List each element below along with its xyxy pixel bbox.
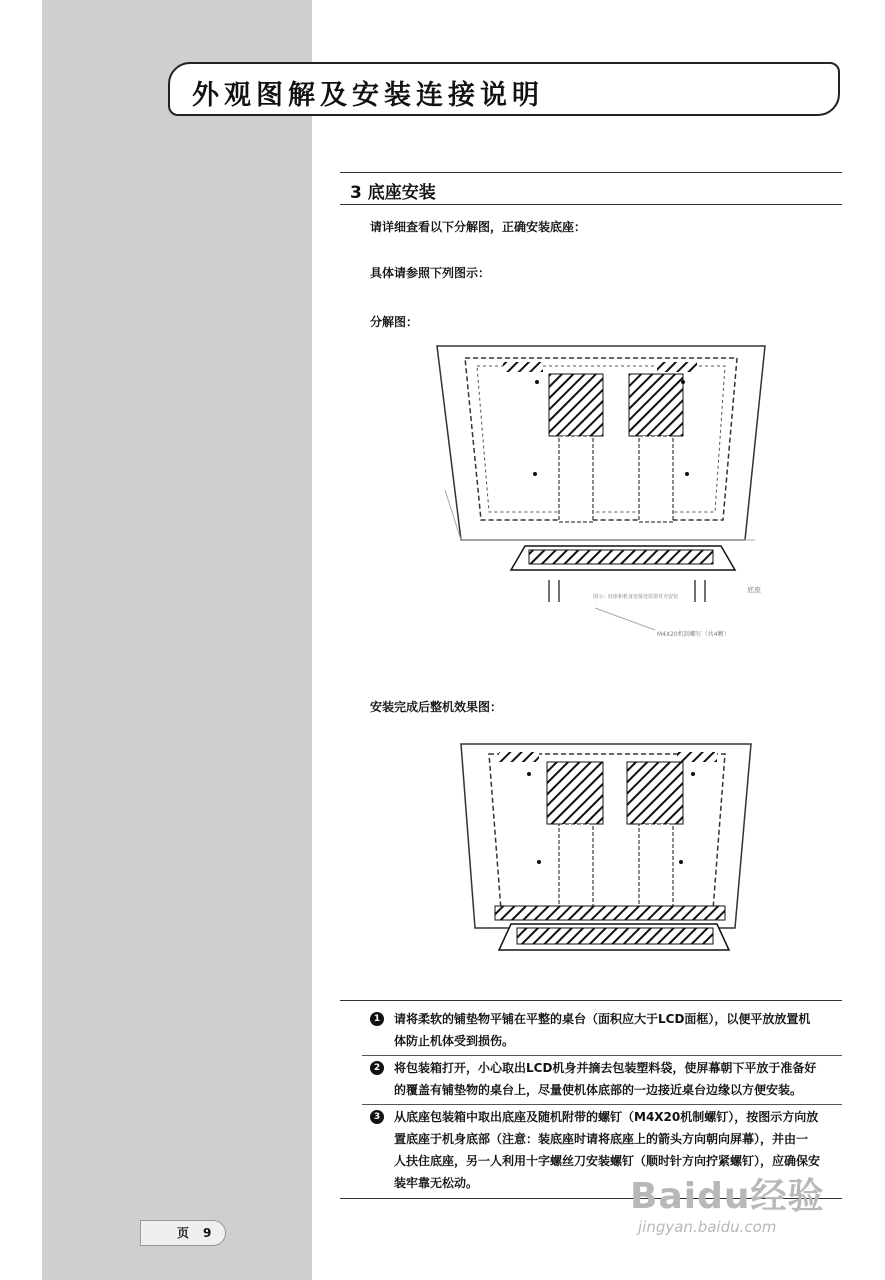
step-1-line-1: 请将柔软的铺垫物平铺在平整的桌台（面积应大于LCD面框），以便平放放置机 bbox=[394, 1012, 811, 1026]
step-2 bbox=[372, 1057, 842, 1101]
section-rule-top bbox=[340, 172, 842, 173]
step-divider bbox=[362, 1104, 842, 1105]
page-header bbox=[168, 62, 840, 116]
step-2-line-2: 的覆盖有铺垫物的桌台上，尽量使机体底部的一边接近桌台边缘以方便安装。 bbox=[394, 1083, 803, 1097]
page-prefix: 页 bbox=[177, 1226, 190, 1240]
step-1 bbox=[372, 1008, 842, 1052]
step-2-line-1: 将包装箱打开，小心取出LCD机身并摘去包装塑料袋，使屏幕朝下平放于准备好 bbox=[394, 1061, 817, 1075]
baidu-watermark bbox=[630, 1168, 850, 1243]
step-1-line-2: 体防止机体受到损伤。 bbox=[394, 1034, 515, 1048]
exploded-label: 分解图： bbox=[370, 315, 419, 329]
step-3-marker: 3 bbox=[370, 1110, 384, 1124]
stand-base bbox=[511, 546, 735, 570]
page-number: 9 bbox=[203, 1226, 212, 1240]
section-rule-bottom bbox=[340, 204, 842, 205]
gray-sidebar bbox=[42, 0, 312, 1280]
watermark-brand: Baidu经验 bbox=[630, 1176, 825, 1217]
assembled-view-diagram bbox=[455, 738, 765, 968]
assembled-label: 安装完成后整机效果图： bbox=[370, 700, 503, 714]
step-3-line-2: 置底座于机身底部（注意：装底座时请将底座上的箭头方向朝向屏幕），并由一 bbox=[394, 1132, 809, 1146]
section-title: 3 底座安装 bbox=[350, 183, 436, 203]
page-number-badge bbox=[140, 1220, 226, 1246]
watermark-url: jingyan.baidu.com bbox=[638, 1218, 777, 1236]
exploded-view-diagram bbox=[425, 340, 780, 650]
tv-back-panel bbox=[461, 744, 751, 928]
step-1-marker: 1 bbox=[370, 1012, 384, 1026]
stand-callout: 底座 bbox=[747, 586, 761, 594]
figure-note: 图示：底座和机身连接处需要对齐安装 bbox=[593, 594, 679, 600]
step-3-line-3: 人扶住底座，另一人利用十字螺丝刀安装螺钉（顺时针方向拧紧螺钉），应确保安 bbox=[394, 1154, 821, 1168]
page-title: 外观图解及安装连接说明 bbox=[192, 80, 544, 111]
step-3-line-1: 从底座包装箱中取出底座及随机附带的螺钉（M4X20机制螺钉），按图示方向放 bbox=[394, 1110, 819, 1124]
intro-text: 请详细查看以下分解图，正确安装底座： bbox=[370, 220, 587, 234]
step-3-line-4: 装牢靠无松动。 bbox=[394, 1176, 479, 1190]
steps-rule-top bbox=[340, 1000, 842, 1001]
refer-text: 具体请参照下列图示： bbox=[370, 266, 491, 280]
step-divider bbox=[362, 1055, 842, 1056]
step-2-marker: 2 bbox=[370, 1061, 384, 1075]
screw-callout: M4X20机制螺钉（共4颗） bbox=[657, 631, 730, 638]
stand-base bbox=[495, 906, 729, 950]
